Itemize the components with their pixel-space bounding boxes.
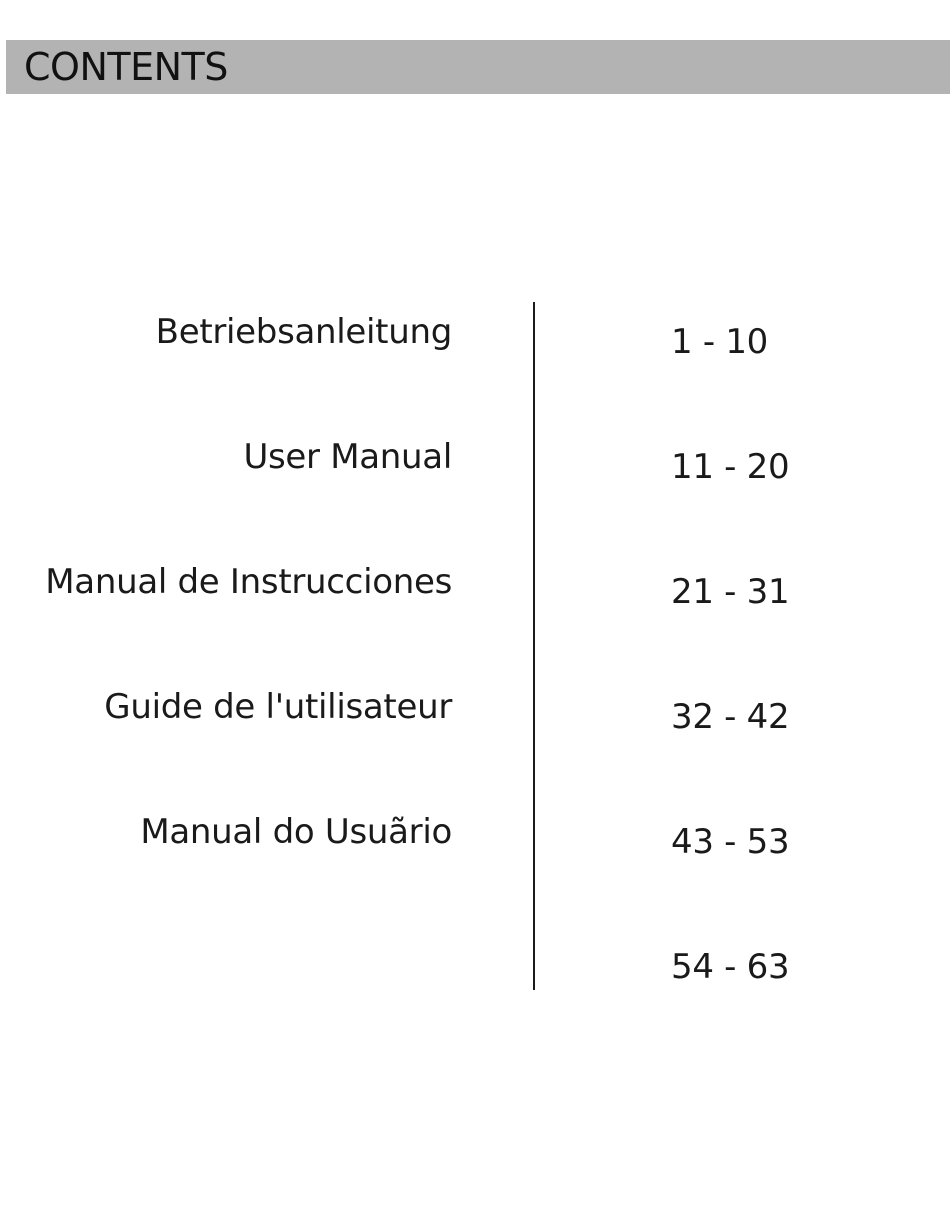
page-title: CONTENTS [24,45,228,89]
section-label-portuguese: Manual do Usuãrio [140,812,452,852]
page-range: 54 - 63 [671,947,790,987]
column-divider [533,302,535,990]
page-range: 1 - 10 [671,322,768,362]
section-label-spanish: Manual de Instrucciones [45,562,452,602]
page-range: 21 - 31 [671,572,790,612]
page-range: 32 - 42 [671,697,790,737]
page-range: 11 - 20 [671,447,790,487]
page-range: 43 - 53 [671,822,790,862]
section-label-english: User Manual [243,437,452,477]
section-label-french: Guide de l'utilisateur [104,687,452,727]
header-bar [6,40,950,94]
section-label-german: Betriebsanleitung [155,312,452,352]
